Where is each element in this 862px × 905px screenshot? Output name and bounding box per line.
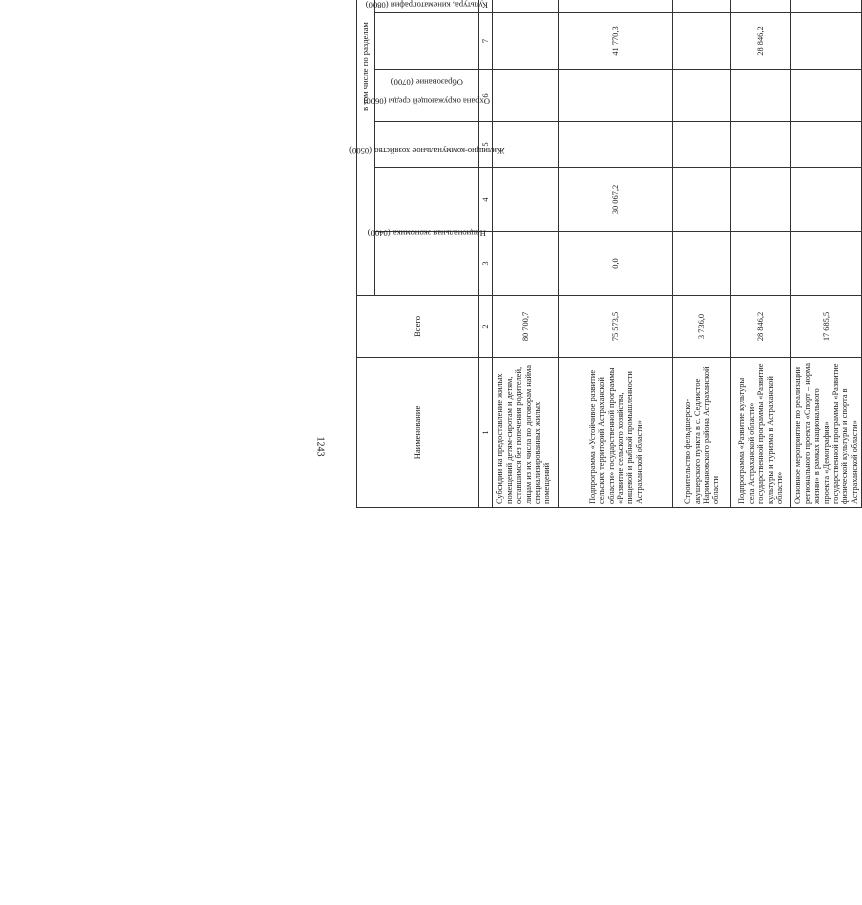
row-total: 28 846,2 (731, 296, 791, 358)
table-row (493, 0, 559, 508)
row-value-0500 (673, 168, 731, 232)
rotated-table-wrapper (348, 0, 859, 508)
row-value-0400 (493, 232, 559, 296)
row-name: Основное мероприятие по реализации регионального проекта «Спорт – норма жизни» в рамках национального проекта «Демография» государственной программы «Развитие физической культуры и спорта в Астраханской области» (791, 358, 862, 508)
row-name: Субсидии на предоставление жилых помещений детям-сиротам и детям, оставшимся без попечения родителей, лицам из их числа по договорам найма специализированных жилых помещений (493, 358, 559, 508)
col-number: 3 (479, 232, 493, 296)
table-row (731, 0, 791, 508)
col-number: 5 (479, 122, 493, 168)
row-total: 75 573,5 (559, 296, 673, 358)
row-name: Подпрограмма «Устойчивое развитие сельских территорий Астраханской области» государственной программы «Развитие сельского хозяйства, пищевой и рыбной промышленности Астраханской области» (559, 358, 673, 508)
row-value-0600 (673, 122, 731, 168)
col-number: 1 (479, 358, 493, 508)
header-total: Всего (357, 296, 479, 358)
header-section-0800: Культура, кинематография (0800) (375, 13, 479, 70)
row-value-0900 (791, 0, 862, 13)
row-value-0900 (731, 0, 791, 13)
row-name: Строительство фельдшерско-акушерского пункта в с. Седлистое Наримановского района Астраханской области (673, 358, 731, 508)
row-name: Подпрограмма «Развитие культуры села Астраханской области» государственной программы «Развитие культуры и туризма в Астраханской области» (731, 358, 791, 508)
row-value-0400 (673, 232, 731, 296)
table-row (791, 0, 862, 508)
row-value-0400 (791, 232, 862, 296)
header-row-1 (357, 0, 375, 508)
header-sections-group: в том числе по разделам (357, 0, 375, 296)
row-value-0900 (673, 0, 731, 13)
row-value-0700 (559, 70, 673, 122)
row-value-0800 (673, 13, 731, 70)
table-row (559, 0, 673, 508)
header-section-0700: Образование (0700) (375, 70, 479, 122)
col-number: 2 (479, 296, 493, 358)
header-name: Наименование (357, 358, 479, 508)
page-number: 1243 (314, 436, 326, 457)
row-value-0700 (493, 70, 559, 122)
table-row (673, 0, 731, 508)
row-value-0700 (791, 70, 862, 122)
col-number: 6 (479, 70, 493, 122)
row-value-0700 (673, 70, 731, 122)
row-total: 80 700,7 (493, 296, 559, 358)
row-value-0800 (791, 13, 862, 70)
col-number: 7 (479, 13, 493, 70)
row-value-0800: 28 846,2 (731, 13, 791, 70)
row-value-0400 (731, 232, 791, 296)
row-value-0900 (493, 0, 559, 13)
column-number-row (479, 0, 493, 508)
header-section-0500: Жилищно-коммунальное хозяйство (0500) (375, 168, 479, 232)
col-number: 4 (479, 168, 493, 232)
row-value-0600 (731, 122, 791, 168)
row-value-0500: 30 067,2 (559, 168, 673, 232)
row-value-0600 (559, 122, 673, 168)
row-value-0500 (791, 168, 862, 232)
row-value-0400: 0,0 (559, 232, 673, 296)
row-value-0700 (731, 70, 791, 122)
header-section-0600: Охрана окружающей среды (0600) (375, 122, 479, 168)
row-total: 17 685,5 (791, 296, 862, 358)
row-value-0600 (791, 122, 862, 168)
row-value-0500 (493, 168, 559, 232)
row-value-0800: 41 770,3 (559, 13, 673, 70)
row-total: 3 736,0 (673, 296, 731, 358)
row-value-0800 (493, 13, 559, 70)
row-value-0500 (731, 168, 791, 232)
budget-table (348, 0, 862, 508)
row-value-0900 (559, 0, 673, 13)
header-section-0400: Национальная экономика (0400) (375, 232, 479, 296)
